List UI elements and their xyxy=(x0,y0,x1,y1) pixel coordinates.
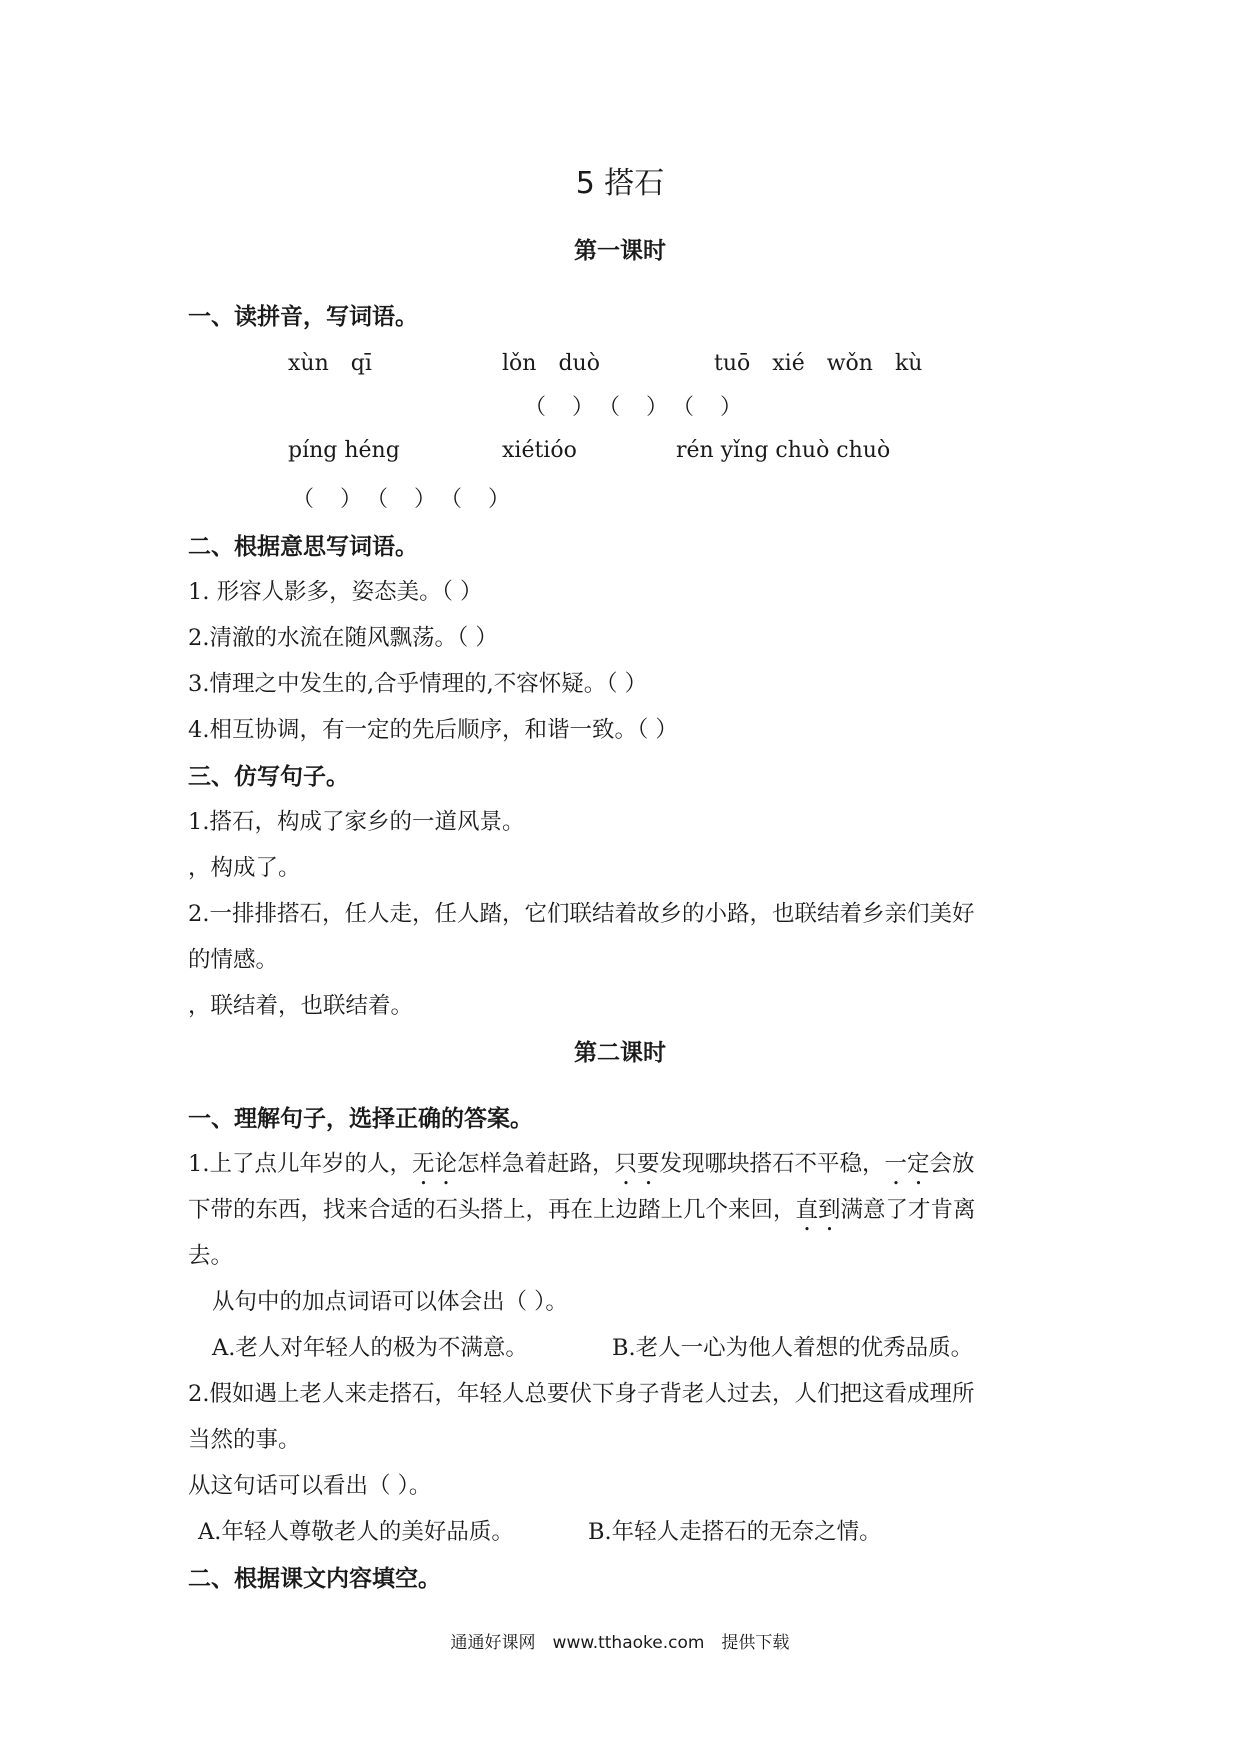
sentence-q2-line2: 当然的事。 xyxy=(188,1427,301,1453)
sentence-q1-line3: 去。 xyxy=(188,1243,234,1269)
meaning-item-4: 4.相互协调，有一定的先后顺序，和谐一致。（ ） xyxy=(188,717,678,743)
l2-section-1-heading: 一、理解句子，选择正确的答案。 xyxy=(188,1106,533,1132)
q2-option-a: A.年轻人尊敬老人的美好品质。 xyxy=(198,1519,514,1545)
sentence-q2-line1: 2.假如遇上老人来走搭石，年轻人总要伏下身子背老人过去，人们把这看成理所 xyxy=(188,1381,975,1407)
blanks-row-2: （ ） （ ） （ ） xyxy=(292,487,513,512)
imitate-q1: 1.搭石，构成了家乡的一道风景。 xyxy=(188,809,525,835)
emphasized-word: 一定 xyxy=(884,1151,930,1177)
q2-option-b: B.年轻人走搭石的无奈之情。 xyxy=(588,1519,882,1545)
sentence-q1-part: 1.上了点儿年岁的人， xyxy=(188,1151,412,1177)
emphasized-word: 直到 xyxy=(795,1197,841,1223)
pinyin-1: xùn qī xyxy=(288,351,372,376)
pinyin-4: píng héng xyxy=(288,438,400,463)
imitate-q2-answer: ，联结着，也联结着。 xyxy=(188,993,414,1019)
emphasized-word: 只要 xyxy=(614,1151,660,1177)
q1-prompt: 从句中的加点词语可以体会出（ ）。 xyxy=(212,1289,568,1315)
page-title: 5 搭石 xyxy=(575,166,665,201)
q2-prompt: 从这句话可以看出（ ）。 xyxy=(188,1473,432,1499)
l1-section-1-heading: 一、读拼音，写词语。 xyxy=(188,304,418,330)
q1-option-a: A.老人对年轻人的极为不满意。 xyxy=(212,1335,528,1361)
lesson-1-heading: 第一课时 xyxy=(574,238,666,264)
sentence-q1-line1 xyxy=(188,1146,975,1190)
pinyin-3: tuō xié wǒn kù xyxy=(714,351,923,376)
sentence-q1-part: 怎样急着赶路， xyxy=(456,1151,615,1177)
page-footer: 通通好课网 www.tthaoke.com 提供下载 xyxy=(450,1633,790,1653)
lesson-2-heading: 第二课时 xyxy=(574,1040,666,1066)
imitate-q2-line2: 的情感。 xyxy=(188,947,279,973)
q1-option-b: B.老人一心为他人着想的优秀品质。 xyxy=(612,1335,974,1361)
sentence-q1-part: 下带的东西，找来合适的石头搭上，再在上边踏上几个来回， xyxy=(188,1197,796,1223)
sentence-q1-part: 满意了才肯离 xyxy=(840,1197,976,1223)
meaning-item-1: 1. 形容人影多，姿态美。（ ） xyxy=(188,579,483,605)
imitate-q2-line1: 2.一排排搭石，任人走，任人踏，它们联结着故乡的小路，也联结着乡亲们美好 xyxy=(188,901,975,927)
l1-section-2-heading: 二、根据意思写词语。 xyxy=(188,534,418,560)
l1-section-3-heading: 三、仿写句子。 xyxy=(188,764,349,790)
blanks-row-1: （ ） （ ） （ ） xyxy=(524,395,745,420)
pinyin-6: rén yǐng chuò chuò xyxy=(676,438,891,463)
meaning-item-3: 3.情理之中发生的,合乎情理的,不容怀疑。（ ） xyxy=(188,671,648,697)
imitate-q1-answer: ，构成了。 xyxy=(188,855,301,881)
pinyin-5: xiétióo xyxy=(502,438,577,463)
meaning-item-2: 2.清澈的水流在随风飘荡。（ ） xyxy=(188,625,498,651)
l2-section-2-heading: 二、根据课文内容填空。 xyxy=(188,1566,441,1592)
sentence-q1-part: 发现哪块搭石不平稳， xyxy=(659,1151,885,1177)
sentence-q1-part: 会放 xyxy=(929,1151,975,1177)
emphasized-word: 无论 xyxy=(411,1151,457,1177)
sentence-q1-line2 xyxy=(188,1192,976,1236)
pinyin-2: lǒn duò xyxy=(502,351,600,376)
